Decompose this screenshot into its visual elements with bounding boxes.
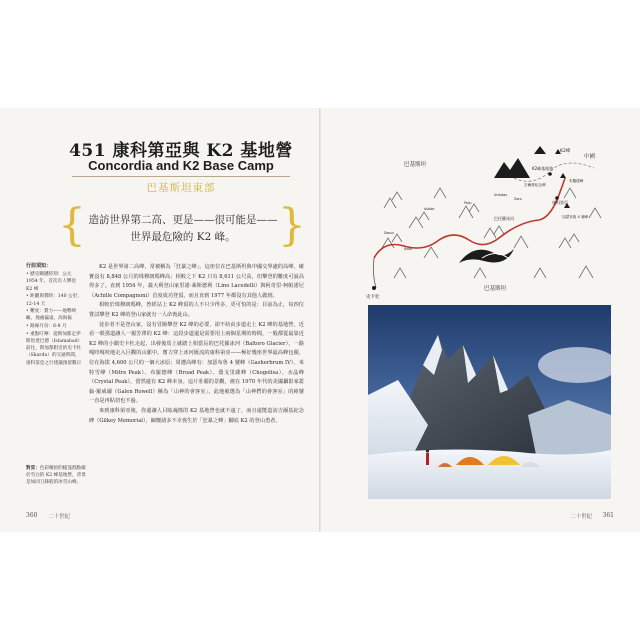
climber-head — [426, 449, 429, 452]
article-title-english: Concordia and K2 Base Camp — [88, 158, 274, 173]
sidebar-item: • 重點叮嚀：從斯加都走伊斯坎達巴德（Islamabad）前往，斯加都附近的史卡杜（Skardu）的交通時間，康科第亞之行建議預留數日 — [26, 331, 82, 366]
body-paragraph: 來到康科第亞後，你還讓人目眩魂搖的 K2 基地營也就不遠了，而且還能造訪吉爾基紀念碑（Gilkey Memorial），緬懷諸多不幸喪生於「狂暴之峰」腳底 K2 的登山勇者。 — [89, 407, 304, 424]
map-label-k2-basecamp: K2峰基地營 — [532, 166, 554, 171]
mountain-icon — [409, 212, 429, 228]
mountain-icon — [459, 204, 479, 218]
peak-marker-icon — [560, 173, 566, 178]
map-label-china: 中國 — [584, 154, 596, 160]
road-line — [373, 258, 376, 288]
big-peak-icon — [534, 146, 546, 154]
left-brace-icon: { — [58, 200, 86, 251]
mountain-icon — [394, 268, 406, 278]
caption-text: 色彩繽紛的帳篷群點綴於雪白的 K2 峰基地營，背景是如同刀鋒般的冰雪山峰。 — [26, 466, 86, 485]
running-head-left: 二十世紀 — [48, 514, 71, 520]
map-label-small: Urdukas — [494, 193, 508, 197]
climber-figure — [426, 453, 429, 465]
map-label-pakistan-west: 巴基斯坦 — [404, 162, 427, 168]
book-spread — [0, 108, 640, 532]
base-camp-photo — [368, 305, 611, 499]
pull-quote-text: 造訪世界第二高、更是——很可能是——世界最危險的 K2 峰。 — [88, 214, 278, 243]
mountain-icon — [474, 268, 486, 278]
right-brace-icon: } — [278, 200, 306, 251]
big-peak-icon — [494, 158, 530, 178]
sidebar-heading: 行前須知： — [26, 263, 52, 269]
map-label-k2: K2峰 — [560, 149, 571, 154]
title-divider — [72, 176, 290, 177]
mountain-icon — [579, 266, 593, 278]
article-title-chinese: 451 康科第亞與 K2 基地營 — [69, 141, 293, 161]
sidebar-item: • 難度：費力——地勢崎嶇，地處偏遠，高海拔 — [26, 309, 77, 322]
mountain-icon — [384, 192, 402, 208]
town-marker-icon — [372, 286, 376, 290]
region-subtitle: 巴基斯坦東部 — [146, 182, 216, 194]
sidebar-item: • 距離與費時：140 公里；12-14 天 — [26, 294, 82, 307]
route-map — [364, 138, 610, 306]
running-head-right: 二十世紀 — [569, 514, 592, 520]
page-gutter — [319, 108, 321, 532]
snowfield — [368, 449, 611, 499]
map-label-baltoro: 巴托羅冰河 — [494, 216, 514, 221]
camp-marker-icon — [548, 172, 552, 176]
article-body — [89, 263, 304, 426]
pull-quote — [58, 202, 306, 254]
map-label-small: Jhola — [404, 247, 412, 251]
mountain-icon — [534, 268, 546, 278]
mountain-icon — [589, 208, 601, 218]
mountain-icon — [564, 188, 576, 198]
map-label-skardu: 史卡杜 — [366, 295, 380, 300]
mountain-icon — [434, 188, 446, 198]
body-paragraph: 相較於珠穆朗瑪峰，曾經站上 K2 峰頂的人不只少得多，更可怕的是：目前為止，每四位嘗試攀登 K2 峰的登山家就有一人命喪此山。 — [89, 302, 304, 318]
sidebar-item: • 歷史關鍵時刻：公元 1954 年，首次有人攀登 K2 峰 — [26, 272, 76, 292]
map-label-small: Askole — [424, 207, 435, 211]
caption-label: 對頁： — [26, 466, 40, 471]
map-label-concordia: 康科第亞 — [552, 200, 568, 205]
sidebar-item: • 路線月份：6-8 月 — [26, 324, 67, 330]
body-paragraph: 徒步者不是登山家，沒有冒險攀登 K2 峰的必要，卻不妨由步道走上 K2 峰的基地營，近看一眼那道讓人一親芳澤的 K2 峰：這段步道還是需要用上兩個星期的時間，一般都從最靠近 K2 峰的小鎮史卡杜走起，出發後馬上就踏上相當長的巴托羅冰河（Baltoro Glacier），一路嘎吱嘎吱地走入巨觀的山脈中。奮力穿上冰河匯流的康科第亞——極好幾座世界最高峰包圍，位在海拔 4,600 公尺的一個大冰原；周遭高峰有：加瑟布魯 4 號峰（Gasherbrum IV）、米特雪峰（Mitre Peak）、布羅德峰（Broad Peak）、喬戈里薩峰（Chogolisa）、水晶峰（Crystal Peak），當然還有 K2 峰本身。這片壯麗的景觀，被在 1970 年代的美國攝影家蓋倫·羅威爾（Galen Rowell）稱為「山神的會客室」，此地被選為「山神們的會客室」的綽號一直是再貼切也不過。 — [89, 321, 304, 405]
map-label-small: Dassu — [384, 231, 394, 235]
mountain-icon — [559, 234, 579, 248]
mountain-icon — [514, 236, 528, 248]
trek-route — [374, 178, 565, 258]
mountain-icon — [424, 247, 438, 258]
page-number-left: 360 — [26, 512, 38, 519]
map-label-broad-peak: 布羅德峰 — [569, 179, 584, 183]
travel-info-sidebar — [26, 263, 82, 367]
map-label-small: Paiju — [464, 201, 472, 205]
page-number-right: 361 — [602, 512, 614, 519]
map-label-pakistan-south: 巴基斯坦 — [484, 286, 507, 292]
body-paragraph: K2 是世界第二高峰，常被稱為「狂暴之峰」。這座位在巴基斯坦與中國交界處的高峰，確實沒有 8,848 公尺的珠穆朗瑪峰高；相較之下 K2 只有 8,611 公尺高，但攀登的難度可說高得多了。直到 1954 年，義大利登山家里諾·萊斯德利（Lino Lacedelli）與阿奇里·柯帕諾尼（Achille Compagnoni）首度成功登頂，而且直到 1977 年都沒有其他人做到。 — [89, 264, 304, 299]
map-label-gasherbrum: 加瑟布魯 4 號峰 — [562, 215, 589, 219]
photo-caption — [26, 465, 86, 486]
map-label-gilkey: 吉爾基紀念碑 — [524, 183, 546, 187]
map-label-small: Goro — [514, 197, 522, 201]
